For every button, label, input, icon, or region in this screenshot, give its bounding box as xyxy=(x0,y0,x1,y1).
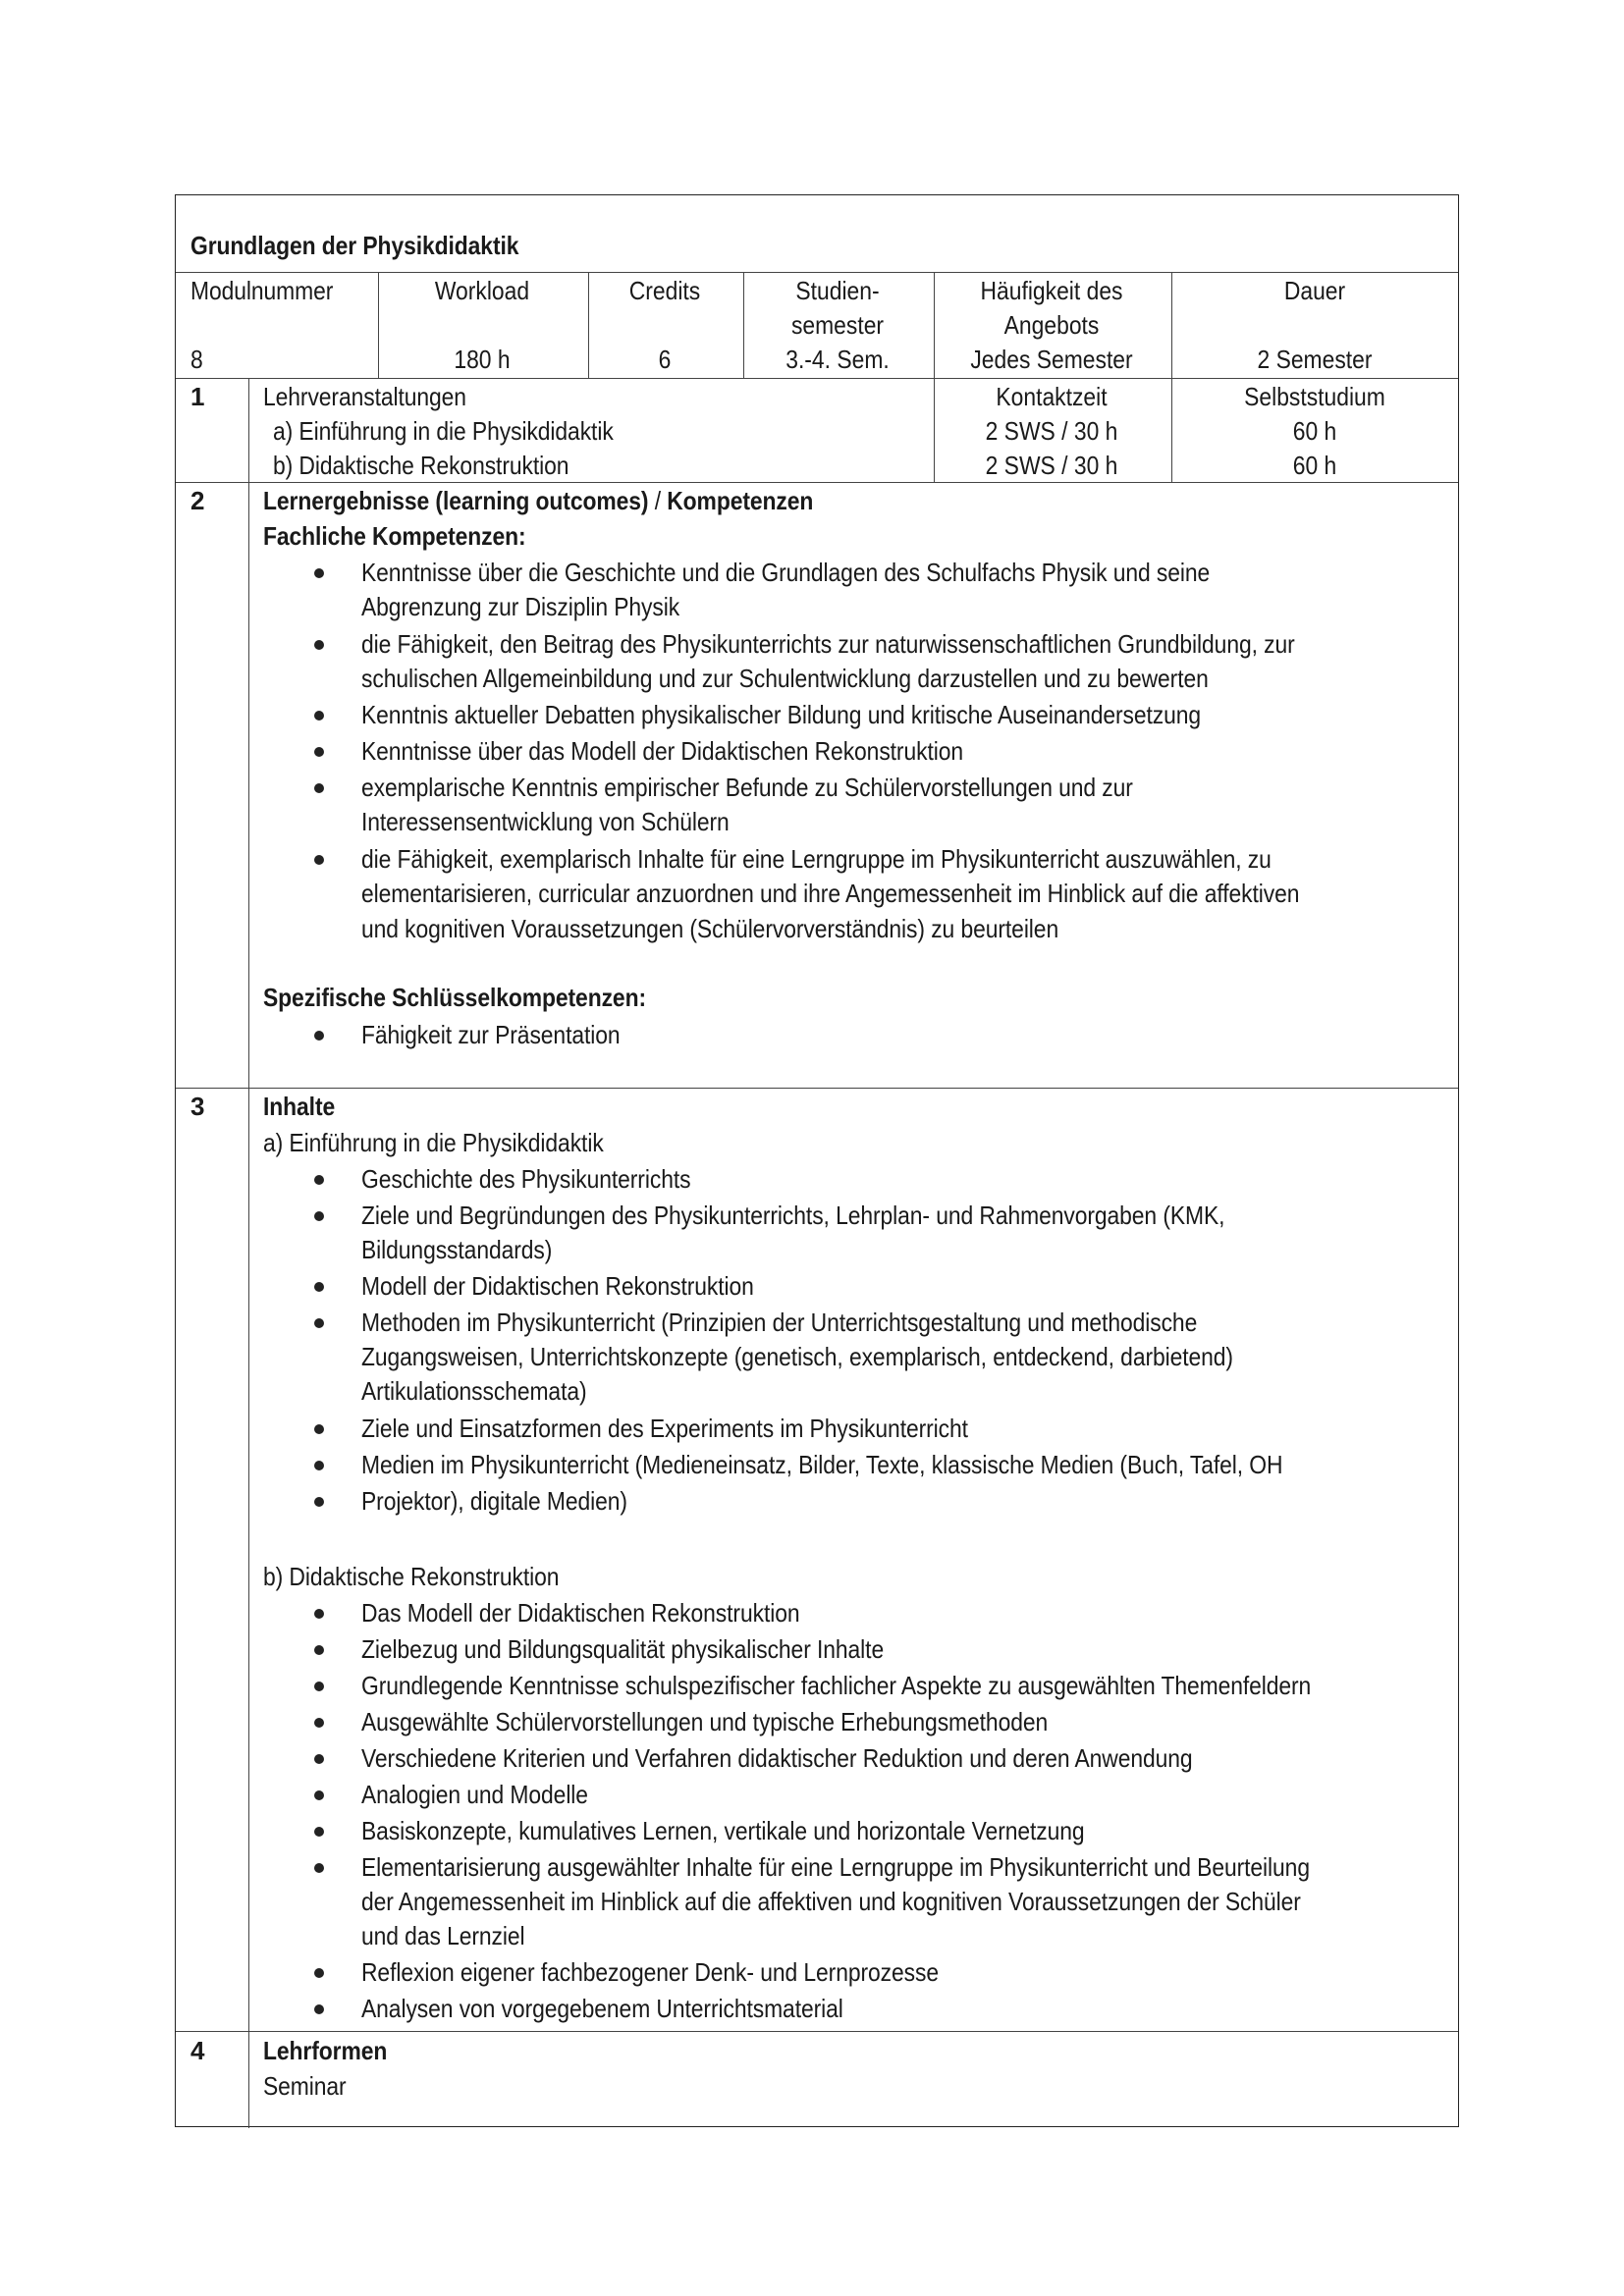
list-item: Reflexion eigener fachbezogener Denk- und Lernprozesse xyxy=(361,1957,939,1987)
row-divider xyxy=(176,2031,1458,2032)
bullet-icon xyxy=(314,568,324,578)
list-item: Verschiedene Kriterien und Verfahren didaktischer Reduktion und deren Anwendung xyxy=(361,1743,1193,1773)
list-item: schulischen Allgemeinbildung und zur Schulentwicklung darzustellen und zu bewerten xyxy=(361,664,1209,693)
list-item: Kenntnis aktueller Debatten physikalischer Bildung und kritische Auseinandersetzung xyxy=(361,700,1202,729)
fach-heading: Fachliche Kompetenzen: xyxy=(263,521,526,551)
heading-part: Lernergebnisse (learning outcomes) xyxy=(263,486,649,515)
list-item: Medien im Physikunterricht (Medieneinsatz, Bilder, Texte, klassische Medien (Buch, Tafel, OH xyxy=(361,1450,1283,1479)
bullet-icon xyxy=(314,1754,324,1764)
list-item: Geschichte des Physikunterrichts xyxy=(361,1164,691,1194)
bullet-icon xyxy=(314,1968,324,1978)
bullet-icon xyxy=(314,1863,324,1873)
bullet-icon xyxy=(314,1718,324,1728)
selbststudium-label: Selbststudium xyxy=(1244,382,1385,411)
section1-label: Lehrveranstaltungen xyxy=(263,382,466,411)
heading-sep: / xyxy=(648,486,668,515)
bullet-icon xyxy=(314,1175,324,1185)
bullet-icon xyxy=(314,1645,324,1655)
list-item: Zugangsweisen, Unterrichtskonzepte (genetisch, exemplarisch, entdeckend, darbietend) xyxy=(361,1342,1233,1371)
value-modulnummer: 8 xyxy=(190,345,203,374)
list-item: Elementarisierung ausgewählter Inhalte für eine Lerngruppe im Physikunterricht und Beurteilung xyxy=(361,1852,1310,1882)
section-number: 3 xyxy=(190,1092,205,1121)
header-modulnummer: Modulnummer xyxy=(190,276,334,305)
kontaktzeit-label: Kontaktzeit xyxy=(996,382,1108,411)
list-item: Analogien und Modelle xyxy=(361,1780,588,1809)
bullet-icon xyxy=(314,1497,324,1507)
value-credits: 6 xyxy=(658,345,672,374)
value-dauer: 2 Semester xyxy=(1257,345,1373,374)
bullet-icon xyxy=(314,783,324,793)
list-item: Ziele und Begründungen des Physikunterrichts, Lehrplan- und Rahmenvorgaben (KMK, xyxy=(361,1201,1225,1230)
header-studiensemester: Studien- xyxy=(795,276,880,305)
value-haeufigkeit: Jedes Semester xyxy=(970,345,1133,374)
bullet-icon xyxy=(314,747,324,757)
list-item: und das Lernziel xyxy=(361,1921,525,1950)
list-item: exemplarische Kenntnis empirischer Befunde zu Schülervorstellungen und zur xyxy=(361,773,1133,802)
list-item: Ziele und Einsatzformen des Experiments im Physikunterricht xyxy=(361,1414,968,1443)
bullet-icon xyxy=(314,1031,324,1041)
section3-heading: Inhalte xyxy=(263,1092,336,1121)
section4-value: Seminar xyxy=(263,2071,347,2101)
header-workload: Workload xyxy=(434,276,530,305)
col-divider xyxy=(248,378,249,2128)
course-b: b) Didaktische Rekonstruktion xyxy=(273,451,569,480)
bullet-icon xyxy=(314,1682,324,1691)
value-studiensemester: 3.-4. Sem. xyxy=(785,345,890,374)
bullet-icon xyxy=(314,1461,324,1470)
list-item: Fähigkeit zur Präsentation xyxy=(361,1020,621,1049)
list-item: Abgrenzung zur Disziplin Physik xyxy=(361,592,680,621)
col-divider xyxy=(934,272,935,482)
selbststudium-a: 60 h xyxy=(1292,416,1337,446)
heading-part: Kompetenzen xyxy=(667,486,814,515)
bullet-icon xyxy=(314,640,324,650)
list-item: Grundlegende Kenntnisse schulspezifischer fachlicher Aspekte zu ausgewählten Themenfeldern xyxy=(361,1671,1312,1700)
header-studiensemester-2: semester xyxy=(790,310,885,340)
bullet-icon xyxy=(314,1318,324,1328)
col-divider xyxy=(588,272,589,378)
bullet-icon xyxy=(314,855,324,865)
col-divider xyxy=(378,272,379,378)
section-number: 2 xyxy=(190,486,205,515)
bullet-icon xyxy=(314,1609,324,1619)
list-item: Analysen von vorgegebenem Unterrichtsmaterial xyxy=(361,1994,843,2023)
bullet-icon xyxy=(314,711,324,721)
bullet-icon xyxy=(314,1282,324,1292)
kontaktzeit-b: 2 SWS / 30 h xyxy=(985,451,1118,480)
col-divider xyxy=(1171,272,1172,482)
section4-heading: Lehrformen xyxy=(263,2036,388,2065)
list-item: Interessensentwicklung von Schülern xyxy=(361,807,730,836)
header-dauer: Dauer xyxy=(1283,276,1346,305)
list-item: Ausgewählte Schülervorstellungen und typische Erhebungsmethoden xyxy=(361,1707,1049,1736)
value-workload: 180 h xyxy=(454,345,511,374)
section-number: 4 xyxy=(190,2036,205,2065)
list-item: die Fähigkeit, den Beitrag des Physikunterrichts zur naturwissenschaftlichen Grundbildung, zur xyxy=(361,629,1295,659)
list-item: der Angemessenheit im Hinblick auf die affektiven und kognitiven Voraussetzungen der Schüler xyxy=(361,1887,1301,1916)
list-item: und kognitiven Voraussetzungen (Schülervorverständnis) zu beurteilen xyxy=(361,914,1059,943)
list-item: Zielbezug und Bildungsqualität physikalischer Inhalte xyxy=(361,1634,885,1664)
list-item: elementarisieren, curricular anzuordnen und ihre Angemessenheit im Hinblick auf die affektiven xyxy=(361,879,1300,908)
section-number: 1 xyxy=(190,382,205,411)
bullet-icon xyxy=(314,1211,324,1221)
header-credits: Credits xyxy=(628,276,701,305)
section3-b-heading: b) Didaktische Rekonstruktion xyxy=(263,1562,560,1591)
schluessel-heading: Spezifische Schlüsselkompetenzen: xyxy=(263,983,646,1012)
list-item: Projektor), digitale Medien) xyxy=(361,1486,627,1516)
header-haeufigkeit: Häufigkeit des xyxy=(980,276,1123,305)
col-divider xyxy=(743,272,744,378)
row-divider xyxy=(176,1088,1458,1089)
list-item: Artikulationsschemata) xyxy=(361,1376,587,1406)
header-haeufigkeit-2: Angebots xyxy=(1003,310,1100,340)
module-title: Grundlagen der Physikdidaktik xyxy=(190,231,519,260)
list-item: Kenntnisse über die Geschichte und die Grundlagen des Schulfachs Physik und seine xyxy=(361,558,1211,587)
kontaktzeit-a: 2 SWS / 30 h xyxy=(985,416,1118,446)
list-item: Das Modell der Didaktischen Rekonstruktion xyxy=(361,1598,800,1628)
section2-heading xyxy=(263,483,813,518)
course-a: a) Einführung in die Physikdidaktik xyxy=(273,416,614,446)
section3-a-heading: a) Einführung in die Physikdidaktik xyxy=(263,1128,604,1157)
selbststudium-b: 60 h xyxy=(1292,451,1337,480)
list-item: Methoden im Physikunterricht (Prinzipien der Unterrichtsgestaltung und methodische xyxy=(361,1308,1198,1337)
list-item: Kenntnisse über das Modell der Didaktischen Rekonstruktion xyxy=(361,736,964,766)
list-item: Modell der Didaktischen Rekonstruktion xyxy=(361,1271,754,1301)
bullet-icon xyxy=(314,1790,324,1800)
bullet-icon xyxy=(314,1424,324,1434)
list-item: Bildungsstandards) xyxy=(361,1235,553,1264)
list-item: Basiskonzepte, kumulatives Lernen, vertikale und horizontale Vernetzung xyxy=(361,1816,1085,1845)
bullet-icon xyxy=(314,2004,324,2014)
list-item: die Fähigkeit, exemplarisch Inhalte für eine Lerngruppe im Physikunterricht auszuwählen, zu xyxy=(361,844,1272,874)
bullet-icon xyxy=(314,1827,324,1837)
